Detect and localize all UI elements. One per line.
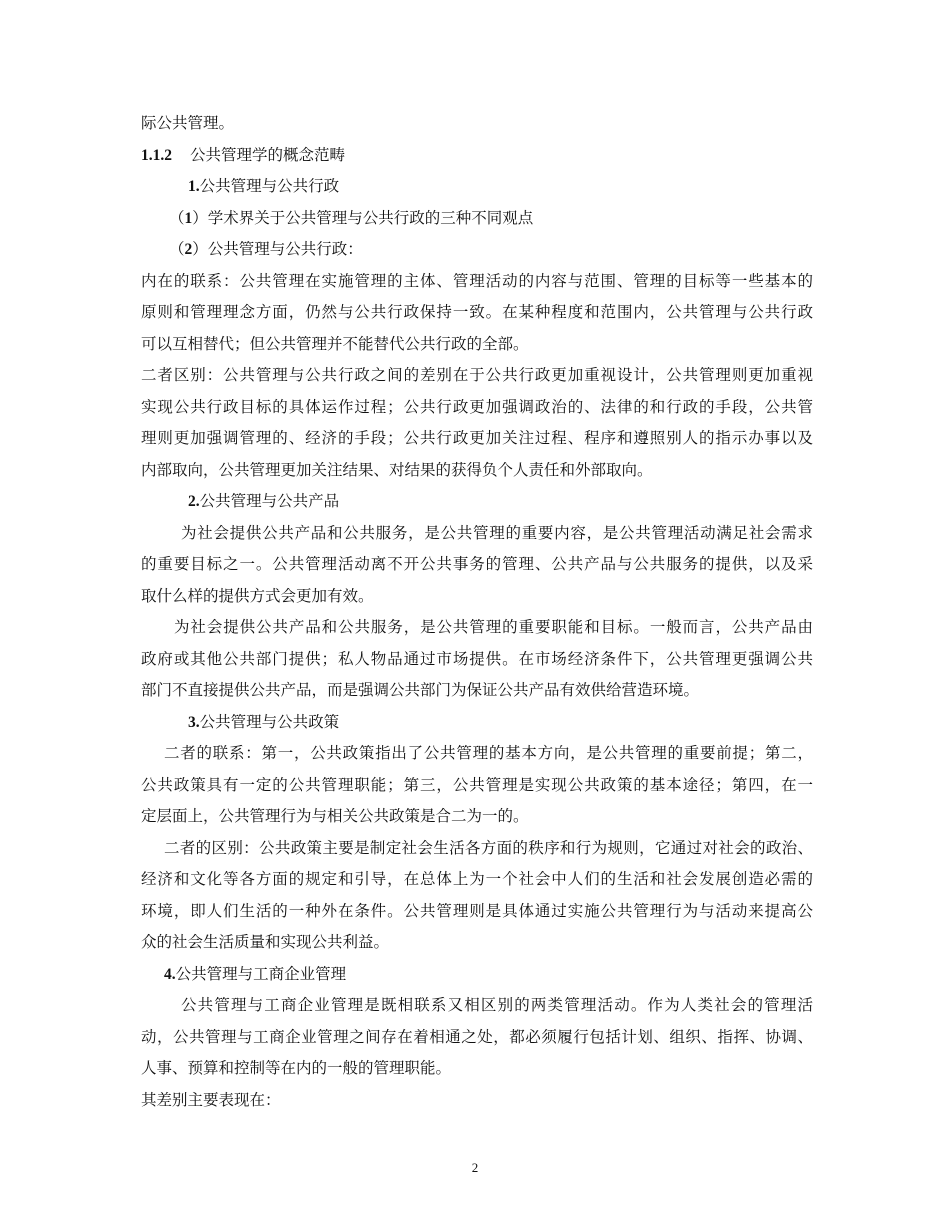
paragraph-line: 经济和文化等各方面的规定和引导，在总体上为一个社会中人们的生活和社会发展创造必需的: [141, 870, 813, 888]
subsection-number: 4.: [164, 965, 176, 983]
text-line: 际公共管理。: [141, 114, 235, 132]
paragraph-line: 二者的区别：公共政策主要是制定社会生活各方面的秩序和行为规则，它通过对社会的政治、: [164, 838, 813, 857]
page-number: 2: [471, 1160, 479, 1175]
item-number: 2: [184, 241, 193, 258]
subsection-number: 2.: [188, 493, 200, 510]
paragraph-line: 政府或其他公共部门提供；私人物品通过市场提供。在市场经济条件下，公共管理更强调公共: [141, 649, 813, 668]
paragraph-line: 内在的联系：公共管理在实施管理的主体、管理活动的内容与范围、管理的目标等一些基本的: [141, 271, 813, 290]
subsection-number: 3.: [188, 713, 200, 731]
paragraph-line: 实现公共行政目标的具体运作过程；公共行政更加强调政治的、法律的和行政的手段，公共管: [141, 397, 813, 416]
paragraph-line: 部门不直接提供公共产品，而是强调公共部门为保证公共产品有效供给营造环境。: [141, 681, 700, 699]
paragraph-line: 内部取向，公共管理更加关注结果、对结果的获得负个人责任和外部取向。: [141, 460, 653, 479]
numbered-item: （1）学术界关于公共管理与公共行政的三种不同观点: [169, 208, 534, 227]
section-number: 1.1.2: [141, 146, 172, 164]
paragraph-line: 二者的联系：第一，公共政策指出了公共管理的基本方向，是公共管理的重要前提；第二，: [164, 744, 813, 762]
paragraph-line: 取什么样的提供方式会更加有效。: [141, 586, 374, 605]
paragraph-line: 其差别主要表现在：: [141, 1090, 281, 1109]
subsection-heading: [141, 171, 813, 203]
paragraph-line: 理则更加强调管理的、经济的手段；公共行政更加关注过程、程序和遵照别人的指示办事以及: [141, 429, 813, 447]
paragraph-line: 定层面上，公共管理行为与相关公共政策是合二为一的。: [141, 807, 529, 825]
paragraph-line: 人事、预算和控制等在内的一般的管理职能。: [141, 1059, 452, 1077]
paragraph-line: 可以互相替代；但公共管理并不能替代公共行政的全部。: [141, 334, 529, 353]
subsection-title: 公共管理与公共政策: [199, 712, 340, 731]
subsection-title: 公共管理与公共产品: [199, 492, 340, 510]
paragraph-line: 动，公共管理与工商企业管理之间存在着相通之处，都必须履行包括计划、组织、指挥、协调、: [141, 1027, 813, 1046]
subsection-heading: [141, 486, 813, 518]
subsection-number: 1.: [188, 178, 200, 195]
paragraph-line: 环境，即人们生活的一种外在条件。公共管理则是具体通过实施公共管理行为与活动来提高公: [141, 901, 813, 920]
paragraph-line: 原则和管理理念方面，仍然与公共行政保持一致。在某种程度和范围内，公共管理与公共行政: [141, 303, 813, 321]
paragraph-line: 众的社会生活质量和实现公共利益。: [141, 933, 390, 951]
paragraph-line: 为社会提供公共产品和公共服务，是公共管理的重要内容，是公共管理活动满足社会需求: [181, 523, 813, 542]
paragraph-line: 二者区别：公共管理与公共行政之间的差别在于公共行政更加重视设计，公共管理则更加重视: [141, 366, 813, 384]
page-content: [141, 108, 813, 1116]
subsection-heading: [141, 707, 813, 739]
section-title: 公共管理学的概念范畴: [190, 145, 346, 164]
subsection-title: 公共管理与公共行政: [199, 177, 340, 195]
section-heading: [141, 140, 813, 172]
paragraph-line: 的重要目标之一。公共管理活动离不开公共事务的管理、公共产品与公共服务的提供，以及采: [141, 555, 813, 573]
paragraph-line: 为社会提供公共产品和公共服务，是公共管理的重要职能和目标。一般而言，公共产品由: [174, 618, 813, 636]
numbered-item: （2）公共管理与公共行政：: [169, 240, 363, 258]
paragraph-line: 公共管理与工商企业管理是既相联系又相区别的两类管理活动。作为人类社会的管理活: [181, 996, 813, 1014]
subsection-heading: [141, 959, 813, 991]
subsection-title: 公共管理与工商企业管理: [175, 964, 347, 983]
paragraph-line: 公共政策具有一定的公共管理职能；第三，公共管理是实现公共政策的基本途径；第四，在一: [141, 775, 813, 794]
item-number: 1: [184, 209, 193, 227]
